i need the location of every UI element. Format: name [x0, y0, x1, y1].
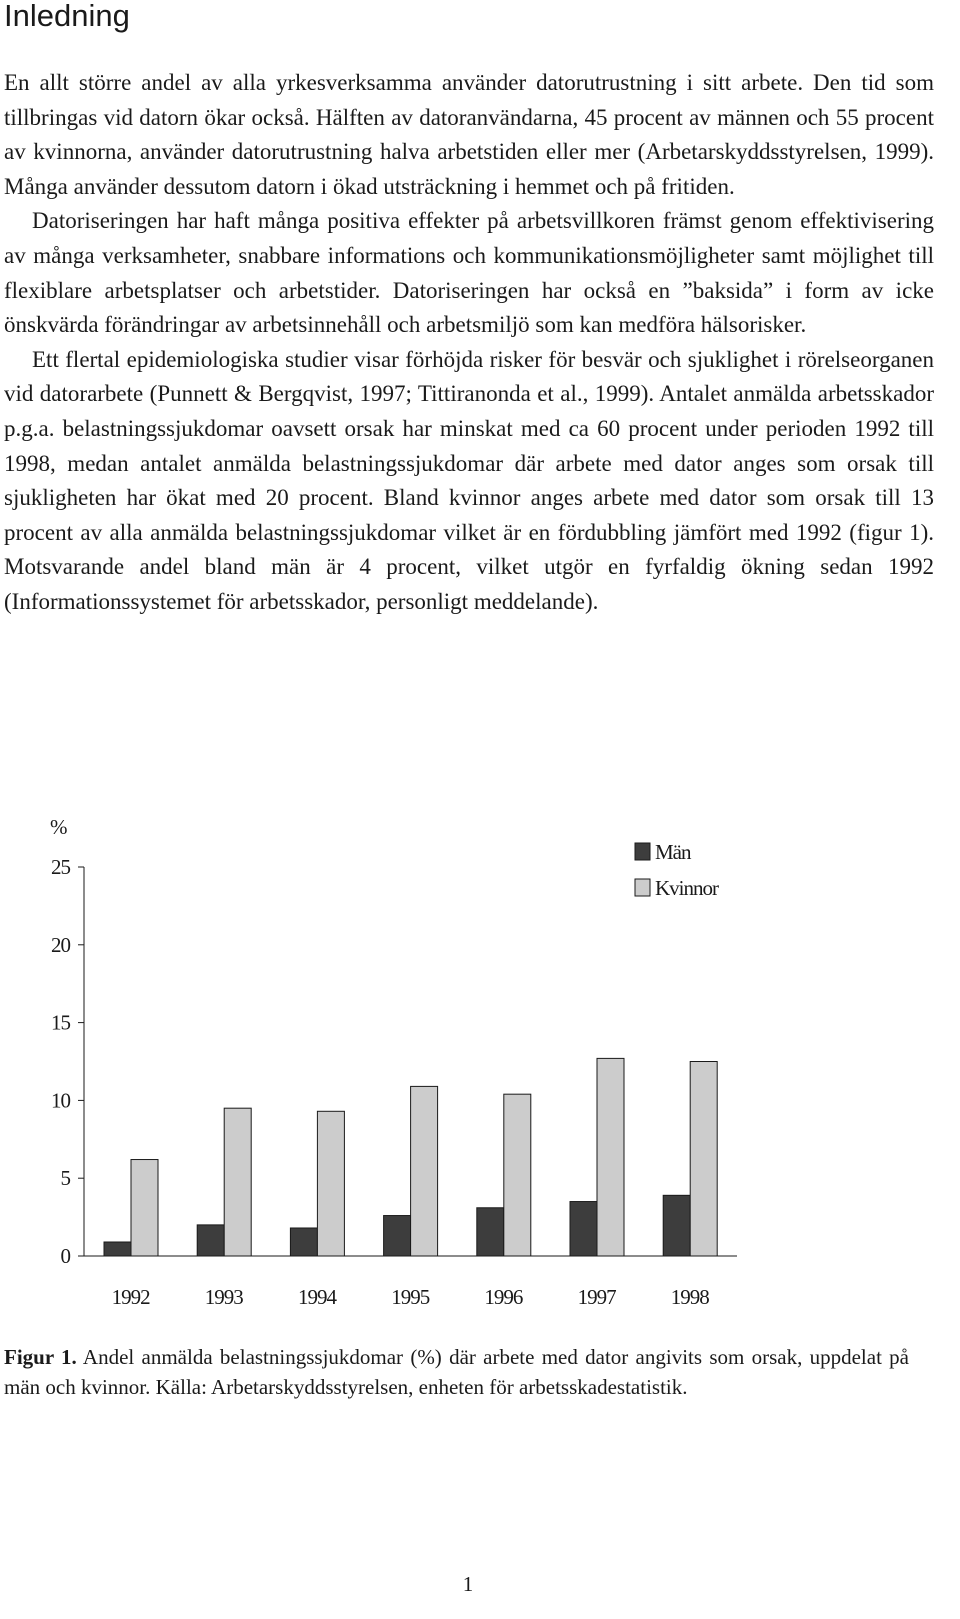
bar-kvinnor	[690, 1062, 717, 1257]
figure-caption-text: Andel anmälda belastningssjukdomar (%) där arbete med dator angivits som orsak, uppdelat på män och kvinnor. Källa: Arbetarskyddsstyrelsen, enheten för arbetsskadestatistik.	[4, 1345, 909, 1399]
y-tick-label: 5	[60, 1166, 70, 1191]
x-tick-label: 1996	[484, 1285, 523, 1309]
x-tick-label: 1998	[670, 1285, 709, 1309]
y-tick-label: 20	[51, 932, 70, 957]
y-tick-label: 15	[51, 1010, 70, 1035]
bar-man	[570, 1202, 597, 1256]
bar-man	[477, 1208, 504, 1256]
bar-kvinnor	[317, 1111, 344, 1256]
body-text	[4, 66, 934, 620]
bar-kvinnor	[224, 1108, 251, 1256]
legend-swatch	[635, 843, 650, 860]
bar-kvinnor	[597, 1058, 624, 1256]
x-tick-label: 1995	[391, 1285, 430, 1309]
bar-man	[104, 1242, 131, 1256]
bar-chart	[0, 800, 960, 1330]
paragraph-3: Ett flertal epidemiologiska studier visar förhöjda risker för besvär och sjuklighet i rörelseorganen vid datorarbete (Punnett & Bergqvist, 1997; Tittiranonda et al., 1999). Antalet anmälda arbetsskador p.g.a. belastningssjukdomar oavsett orsak har minskat med ca 60 procent under perioden 1992 till 1998, medan antalet anmälda belastningssjukdomar där arbete med dator anges som orsak till sjukligheten har ökat med 20 procent. Bland kvinnor anges arbete med dator som orsak till 13 procent av alla anmälda belastningssjukdomar vilket är en fördubbling jämfört med 1992 (figur 1). Motsvarande andel bland män är 4 procent, vilket utgör en fyrfaldig ökning sedan 1992 (Informationssystemet för arbetsskador, personligt meddelande).	[4, 346, 934, 614]
y-axis-label: %	[50, 815, 67, 839]
bar-kvinnor	[411, 1086, 438, 1256]
paragraph-2: Datoriseringen har haft många positiva effekter på arbetsvillkoren främst genom effektivisering av många verksamheter, snabbare informations och kommunikationsmöjligheter samt möjlighet till flexiblare arbetsplatser och arbetstider. Datoriseringen har också en ”baksida” i form av icke önskvärda förändringar av arbetsinnehåll och arbetsmiljö som kan medföra hälsorisker.	[4, 208, 934, 338]
bar-kvinnor	[504, 1094, 531, 1256]
x-tick-label: 1994	[298, 1285, 336, 1309]
legend-label: Män	[655, 840, 691, 864]
figure-label: Figur 1.	[4, 1345, 77, 1369]
x-tick-label: 1997	[577, 1285, 616, 1309]
figure-caption	[4, 1342, 909, 1402]
legend-label: Kvinnor	[655, 876, 718, 900]
bar-man	[197, 1225, 224, 1256]
bar-kvinnor	[131, 1160, 158, 1256]
figure-1-chart	[0, 800, 960, 1330]
page-number: 1	[462, 1572, 474, 1596]
y-tick-label: 10	[51, 1088, 70, 1113]
legend-swatch	[635, 879, 650, 896]
x-tick-label: 1992	[111, 1285, 150, 1309]
bar-man	[663, 1195, 690, 1256]
section-heading: Inledning	[4, 0, 130, 33]
bar-man	[384, 1216, 411, 1256]
x-tick-label: 1993	[204, 1285, 243, 1309]
y-tick-label: 0	[60, 1244, 70, 1268]
paragraph-1: En allt större andel av alla yrkesverksamma använder datorutrustning i sitt arbete. Den tid som tillbringas vid datorn ökar också. Hälften av datoranvändarna, 45 procent av männen och 55 procent av kvinnorna, använder datorutrustning halva arbetstiden eller mer (Arbetarskyddsstyrelsen, 1999). Många använder dessutom datorn i ökad utsträckning i hemmet och på fritiden.	[4, 70, 934, 199]
y-tick-label: 25	[51, 855, 70, 879]
bar-man	[290, 1228, 317, 1256]
